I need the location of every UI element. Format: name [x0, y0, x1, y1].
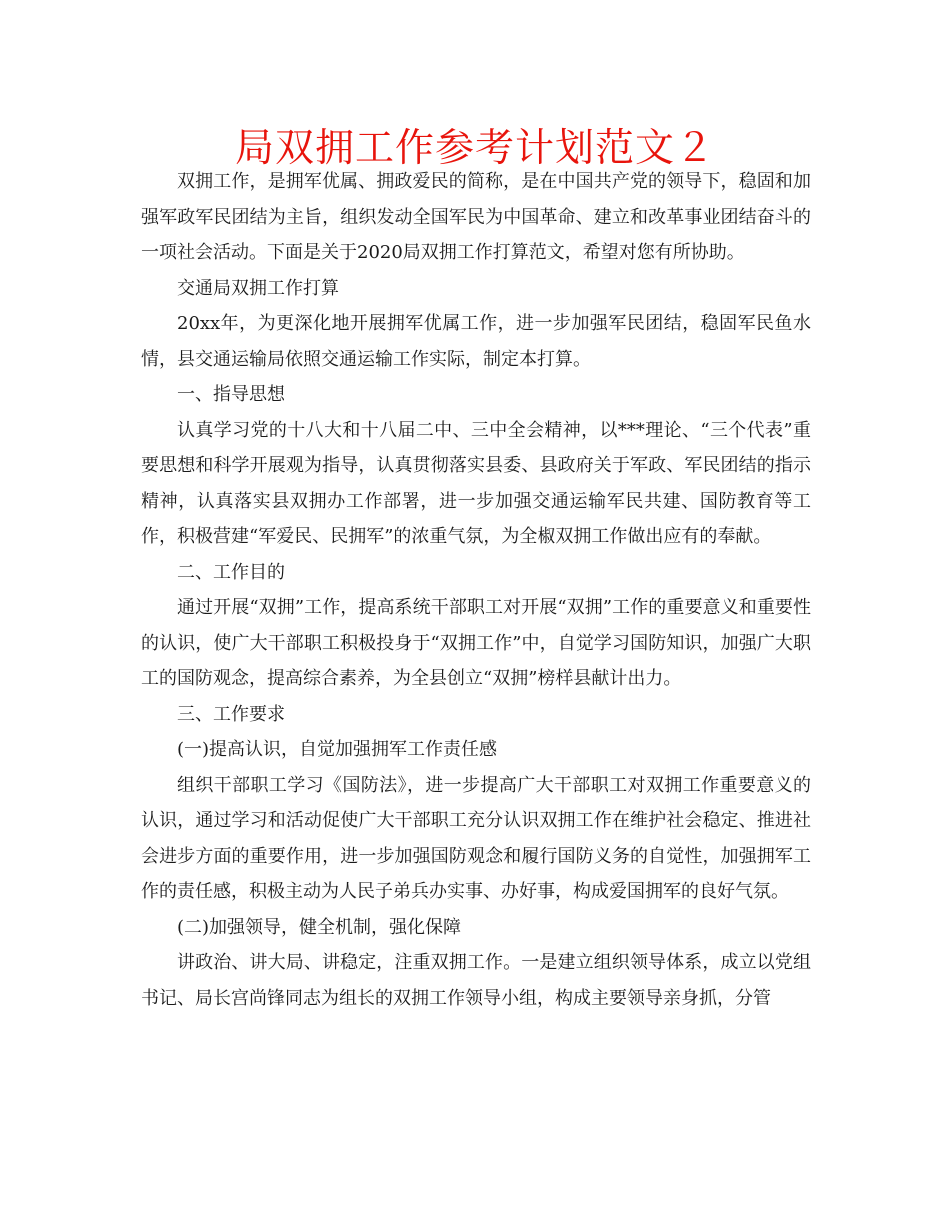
paragraph-guiding-thought: 认真学习党的十八大和十八届二中、三中全会精神，以***理论、“三个代表”重要思想和科学开展观为指导，认真贯彻落实县委、县政府关于军政、军民团结的指示精神，认真落实县双拥办工作部署，进一步加强交通运输军民共建、国防教育等工作，积极营建“军爱民、民拥军”的浓重气氛，为全椒双拥工作做出应有的奉献。 — [141, 419, 811, 547]
section-heading-work-requirements: 三、工作要求 — [177, 703, 285, 725]
paragraph-subtitle: 交通局双拥工作打算 — [177, 277, 339, 299]
section-heading-work-goal: 二、工作目的 — [177, 561, 285, 583]
subsection-heading-2: (二)加强领导，健全机制，强化保障 — [177, 916, 462, 938]
paragraph-work-goal: 通过开展“双拥”工作，提高系统干部职工对开展“双拥”工作的重要意义和重要性的认识，使广大干部职工积极投身于“双拥工作”中，自觉学习国防知识，加强广大职工的国防观念，提高综合素养，为全县创立“双拥”榜样县献计出力。 — [141, 597, 811, 689]
subsection-heading-1: (一)提高认识，自觉加强拥军工作责任感 — [177, 739, 498, 760]
section-heading-guiding-thought: 一、指导思想 — [177, 384, 285, 405]
paragraph-intro: 双拥工作，是拥军优属、拥政爱民的简称，是在中国共产党的领导下，稳固和加强军政军民团结为主旨，组织发动全国军民为中国革命、建立和改革事业团结奋斗的一项社会活动。下面是关于2020局双拥工作打算范文，希望对您有所协助。 — [141, 171, 811, 263]
paragraph-subsection-1: 组织干部职工学习《国防法》，进一步提高广大干部职工对双拥工作重要意义的认识，通过学习和活动促使广大干部职工充分认识双拥工作在维护社会稳定、推进社会进步方面的重要作用，进一步加强国防观念和履行国防义务的自觉性，加强拥军工作的责任感，积极主动为人民子弟兵办实事、办好事，构成爱国拥军的良好气氛。 — [141, 774, 811, 902]
document-body — [141, 164, 811, 1016]
paragraph-preface: 20xx年，为更深化地开展拥军优属工作，进一步加强军民团结，稳固军民鱼水情，县交通运输局依照交通运输工作实际，制定本打算。 — [141, 313, 811, 370]
document-title: 局双拥工作参考计划范文２ — [234, 126, 715, 171]
paragraph-subsection-2: 讲政治、讲大局、讲稳定，注重双拥工作。一是建立组织领导体系，成立以党组书记、局长宫尚锋同志为组长的双拥工作领导小组，构成主要领导亲身抓，分管 — [141, 952, 811, 1009]
